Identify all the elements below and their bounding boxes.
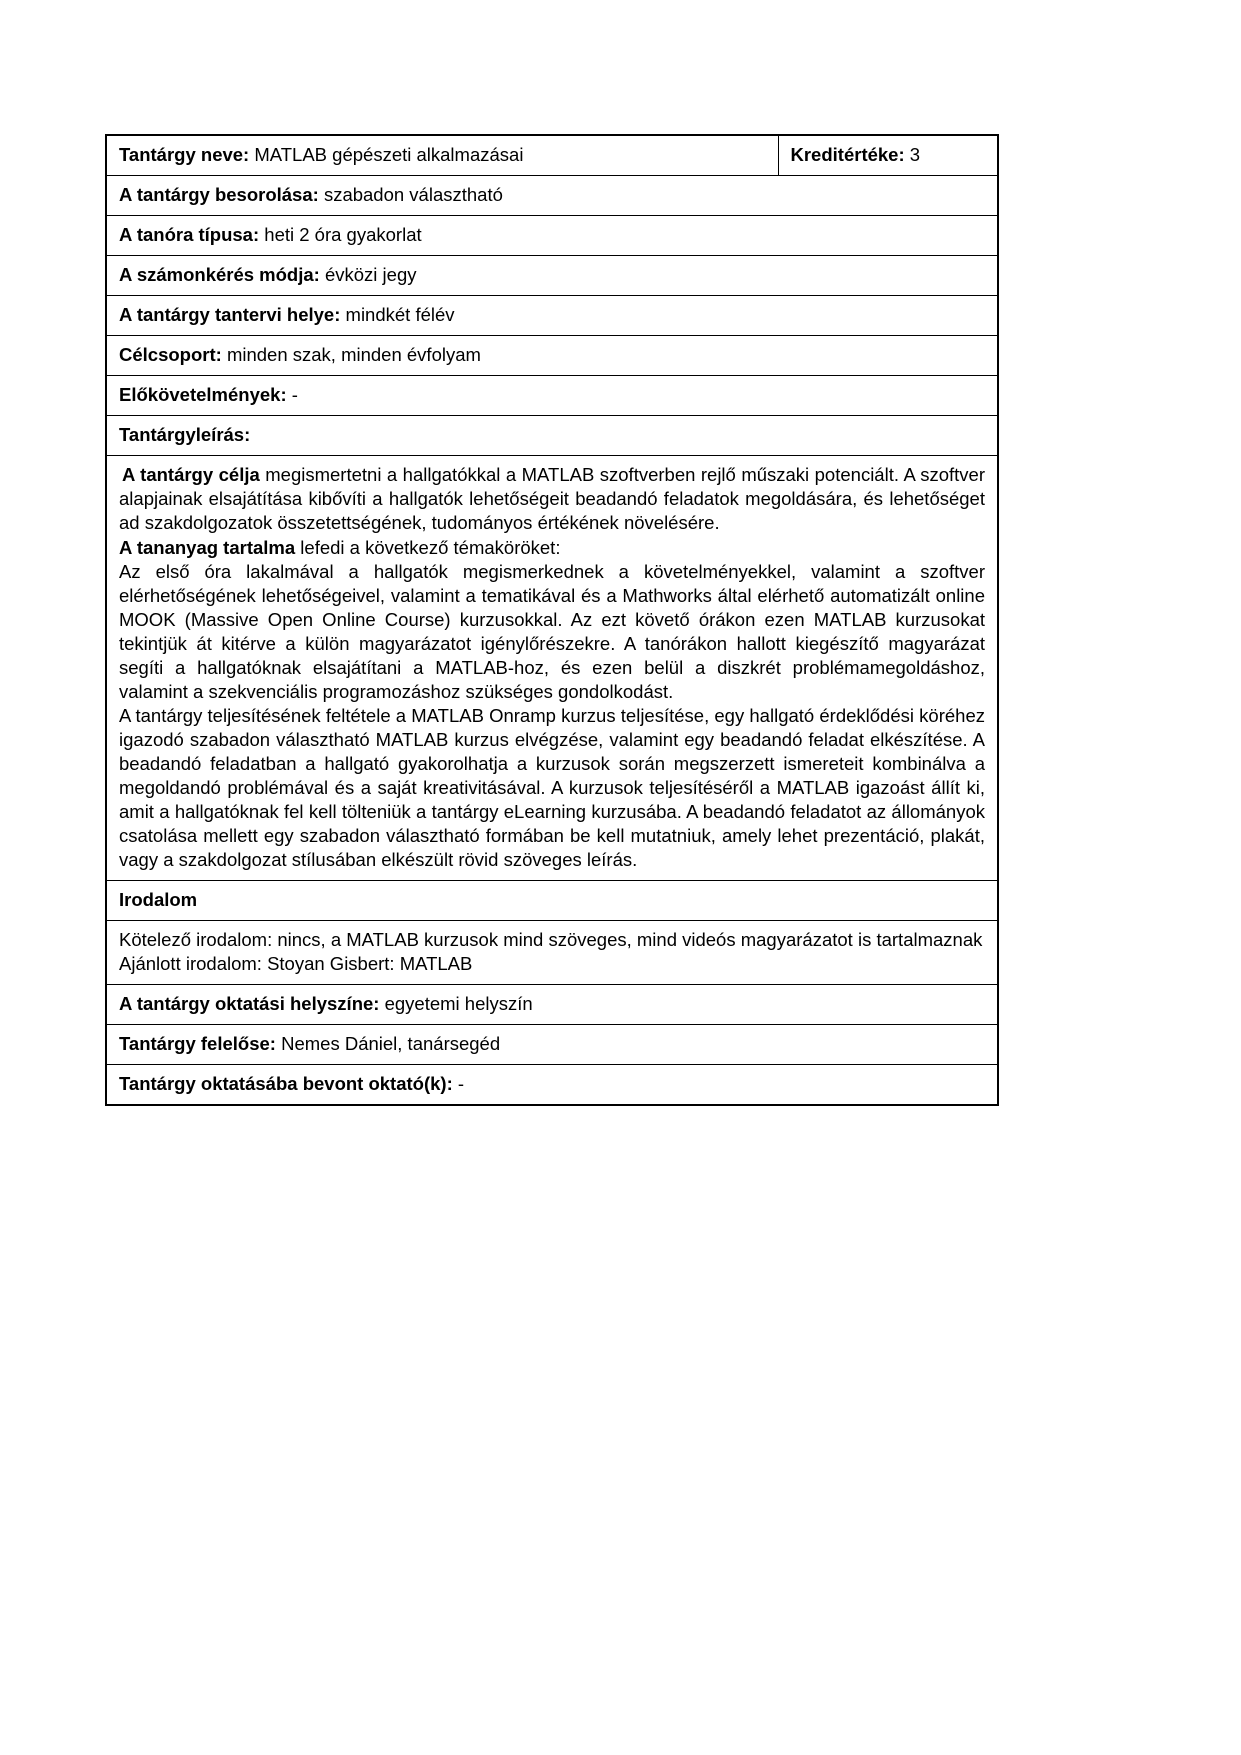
target-group-cell <box>106 336 998 376</box>
table-row-classification <box>106 176 998 216</box>
prerequisites-value: - <box>291 384 298 406</box>
table-row-course-name <box>106 135 998 176</box>
aim-text: megismertetni a hallgatókkal a MATLAB szoftverben rejlő műszaki potenciált. A szoftver alapjainak elsajátítása kibővíti a hallgatók lehetőségeit beadandó feladatok megoldására, és lehetőséget ad szakdolgozatok összetettségének, tudományos értékének növelésére. <box>119 464 986 534</box>
content-text: lefedi a következő témaköröket: <box>295 536 561 558</box>
description-paragraph-3: A tantárgy teljesítésének feltétele a MATLAB Onramp kurzus teljesítése, egy hallgató érdeklődési köréhez igazodó szabadon választható MATLAB kurzus elvégzése, valamint egy beadandó feladat elkészítése. A beadandó feladatban a hallgató gyakorolhatja a kurzusok során megszerzett ismereteit kombinálva a megoldandó problémával és a saját kreativitásával. A kurzusok teljesítéséről a MATLAB igazoást állít ki, amit a hallgatóknak fel kell tölteniük a tantárgy eLearning kurzusába. A beadandó feladatot az állományok csatolása mellett egy szabadon választható formában be kell mutatniuk, amely lehet prezentáció, plakát, vagy a szakdolgozat stílusában elkészült rövid szöveges leírás. <box>119 704 985 871</box>
literature-heading-cell <box>106 881 998 921</box>
curriculum-place-value: mindkét félév <box>345 304 455 326</box>
table-row-literature-body <box>106 921 998 985</box>
description-heading-cell <box>106 416 998 456</box>
course-responsible-cell <box>106 1025 998 1065</box>
assessment-cell <box>106 256 998 296</box>
table-row-prerequisites <box>106 376 998 416</box>
teaching-location-cell <box>106 985 998 1025</box>
aim-label: A tantárgy célja <box>122 464 260 486</box>
literature-body-cell <box>106 921 998 985</box>
literature-recommended: Ajánlott irodalom: Stoyan Gisbert: MATLAB <box>119 953 473 975</box>
table-row-involved-teachers <box>106 1065 998 1106</box>
credit-value: 3 <box>909 144 921 165</box>
curriculum-place-label: A tantárgy tantervi helye: <box>119 304 341 326</box>
table-row-course-responsible <box>106 1025 998 1065</box>
content-label: A tananyag tartalma <box>119 536 296 558</box>
lesson-type-label: A tanóra típusa: <box>119 224 260 246</box>
description-heading: Tantárgyleírás: <box>119 424 251 446</box>
curriculum-place-cell <box>106 296 998 336</box>
table-row-lesson-type <box>106 216 998 256</box>
prerequisites-label: Előkövetelmények: <box>119 384 287 406</box>
involved-teachers-label: Tantárgy oktatásába bevont oktató(k): <box>119 1073 453 1095</box>
description-paragraph-content-label <box>119 536 985 560</box>
teaching-location-label: A tantárgy oktatási helyszíne: <box>119 993 380 1015</box>
table-row-teaching-location <box>106 985 998 1025</box>
course-name-value: MATLAB gépészeti alkalmazásai <box>254 144 524 165</box>
classification-value: szabadon választható <box>323 184 503 206</box>
literature-heading: Irodalom <box>119 889 198 911</box>
description-paragraph-2: Az első óra lakalmával a hallgatók megismerkednek a követelményekkel, valamint a szoftver elérhetőségének lehetőségeivel, valamint a tematikával és a Mathworks által elérhető automatizált online MOOK (Massive Open Online Course) kurzusokkal. Az ezt követő órákon ezen MATLAB kurzusokat tekintjük át kitérve a külön magyarázatot igénylőrészekre. A tanórákon hallott kiegészítő magyarázat segíti a hallgatóknak elsajátítani a MATLAB-hoz, és ezen belül a diszkrét problémamegoldáshoz, valamint a szekvenciális programozáshoz szükséges gondolkodást. <box>119 560 985 702</box>
course-syllabus-table <box>105 134 999 1106</box>
lesson-type-cell <box>106 216 998 256</box>
table-row-curriculum-place <box>106 296 998 336</box>
table-row-description-heading <box>106 416 998 456</box>
teaching-location-value: egyetemi helyszín <box>384 993 533 1015</box>
description-paragraph-aim <box>119 463 985 535</box>
classification-cell <box>106 176 998 216</box>
lesson-type-value: heti 2 óra gyakorlat <box>264 224 422 246</box>
literature-required: Kötelező irodalom: nincs, a MATLAB kurzusok mind szöveges, mind videós magyarázatot is tartalmaznak <box>119 929 983 951</box>
classification-label: A tantárgy besorolása: <box>119 184 319 206</box>
involved-teachers-cell <box>106 1065 998 1106</box>
table-row-assessment <box>106 256 998 296</box>
credit-cell <box>778 135 998 176</box>
assessment-value: évközi jegy <box>324 264 417 286</box>
prerequisites-cell <box>106 376 998 416</box>
assessment-label: A számonkérés módja: <box>119 264 320 286</box>
description-body-cell <box>106 456 998 881</box>
table-row-literature-heading <box>106 881 998 921</box>
target-group-label: Célcsoport: <box>119 344 222 366</box>
course-name-label: Tantárgy neve: <box>119 144 250 165</box>
table-row-description-body <box>106 456 998 881</box>
table-row-target-group <box>106 336 998 376</box>
involved-teachers-value: - <box>457 1073 465 1095</box>
target-group-value: minden szak, minden évfolyam <box>226 344 481 366</box>
course-name-cell <box>106 135 778 176</box>
course-responsible-label: Tantárgy felelőse: <box>119 1033 276 1055</box>
course-responsible-value: Nemes Dániel, tanársegéd <box>281 1033 501 1055</box>
credit-label: Kreditértéke: <box>790 144 905 165</box>
